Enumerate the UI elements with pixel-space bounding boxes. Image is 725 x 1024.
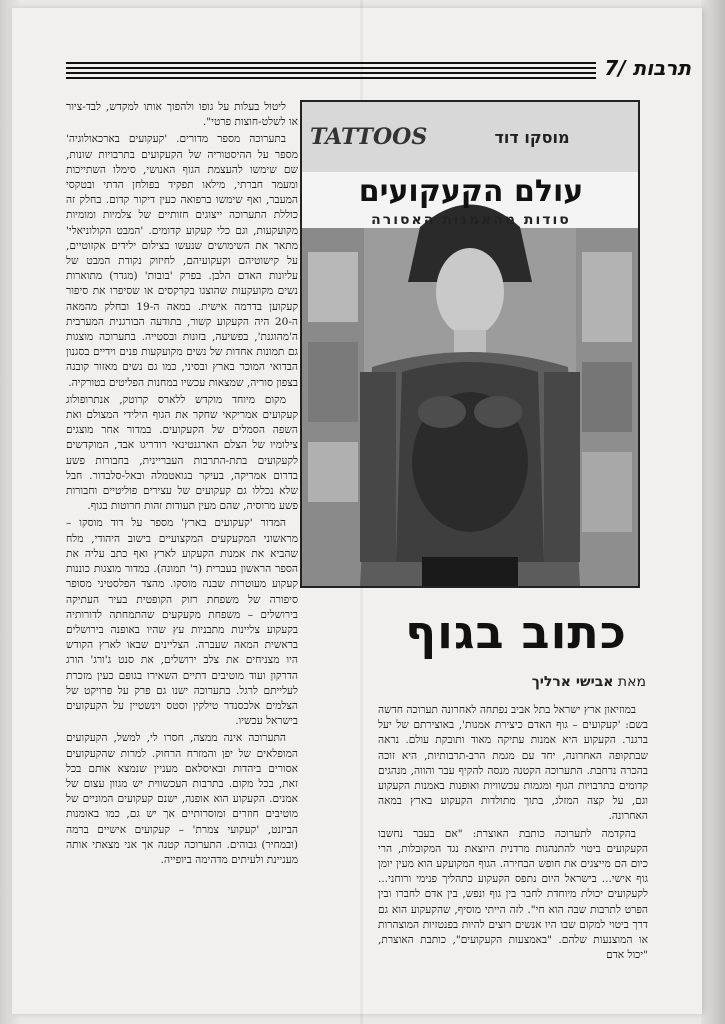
cover-title: עולם הקעקועים bbox=[358, 174, 584, 209]
paragraph: במוזיאון ארץ ישראל בתל אביב נפתחה לאחרונה תערוכה חדשה בשם: 'קעקועים – גוף האדם כיצירת אמנות', באוצירתם של יעל ברגנר. הקעקוע היא אמנות עתיקה מאוד ותובקת עולם. נראה שבתקופה האחרונה, יחד עם מגמת הרב-תרבותיות, היא זוכה בהכרה נרחבת. התערוכה הקטנה מנסה להקיף עבר והווה, מנהגים קדומים בתרבויות הגוף ומגמות עכשוויות ואופנות באמנות הקעקוע וגם, על קצה המזלג, בתוך מתולדות הקעקוע בארץ במאה האחרונה. bbox=[378, 704, 648, 823]
article-column-right bbox=[378, 703, 648, 963]
paragraph: בהקדמה לתערוכה כותבת האוצרת: "אם בעבר נחשבו הקעקועים ביטוי להתנהגות מרדנית היוצאת נגד המקובלות, הרי כיום הם מייצגים את חופש הבחירה. הגוף המקועקע הוא מעין יומן גוף אישי... בישראל היום נתפס הקעקוע כתהליך פנימי ורוחני... לקעקועים יכולת מיוחדת לחבר בין גוף ונפש, בין אדם לחברו ובין הפרט לתרבות שבה הוא חי". לזה הייתי מוסיף, שהקעקוע הוא גם דרך ביטוי למקום שבו היו אנשים רוצים להיות בפנטזיות המוצהרות או המוצנעות שלהם. "באמצעות הקעקועים", כותבת האוצרת, "יכול אדם bbox=[378, 827, 648, 962]
article-headline: כתוב בגוף bbox=[405, 605, 627, 659]
byline-prefix: מאת bbox=[617, 674, 646, 690]
paragraph: מקום מיוחד מוקדש ללארס קרוטק, אנתרופולוג קעקועים אמריקאי שחקר את הגוף הילידי המצולם ואת השפה הסמלים של הקעקועים. במדור אחר מוצגים צילומיו של הצלם הארגנטינאי רודריגו אבד, המוקדשים לקעקועים בתת-התרבות העבריינית, בחבורות פשע בדרום אמריקה, בעיקר בגואטמלה ובאל-סלבדור. חבל שלא נכללו גם קעקועים של עצירים פוליטיים וחבורות פשע מרוסיה, שהם מעין תעודות זהות חרוטות בגוף. bbox=[66, 393, 298, 513]
page-edge-right bbox=[701, 0, 725, 1024]
page-header bbox=[66, 56, 691, 82]
paragraph: ליטול בעלות על גופו ולהפוך אותו למקדש, לבד-ציור או לשלט-חוצות פרטי". bbox=[66, 101, 298, 129]
section-title: תרבות /7 bbox=[604, 56, 691, 80]
article-byline bbox=[430, 674, 646, 690]
paragraph: בתערוכה מספר מדורים. 'קעקועים בארכאולוגיה' מספר על ההיסטוריה של הקעקועים בתרבויות שונות, שם שימשו להעצמת הגוף האנושי, סימלו השתייכות ומעמד חברתי, מילאו תפקיד בפולחן הדתי ובטקסי המעבר, ואף שימשו ברפואה כעין דיקור קדום. בחלק זה כוללת התערוכה ייצוגים חזותיים של צלמיות ומומיות מקועקעות, וגם כלי קעקוע קדומים. 'המבט הקולוניאלי' מתאר את השימושים שנעשו בצילום ילידים אקזוטיים, על קישוטיהם וקעקועיהם, לחיזוק נקודת המבט של עליונות האדם הלבן. בפרק 'בובות' (מגדר) מתוארות נשים מקועקעות שהוצגו בקרקסים או שסיפרו את סיפור קעקוען בדרמה אישית. במאה ה-19 ובחלק מהמאה ה-20 היה הקעקוע קשור, בתודעה הבורגנית המערבית ה'מהוגנת', בפשיעה, בזונות ובסטייה. בתערוכה מוצגות גם תמונות אחדות של נשים מקועקעות פנים וידיים בסגנון הבדואי המוכר בארץ ובסיני, כמו גם נשים מאזור קובנה בצפון סוריה, שמצאות עכשיו במחנות הפליטים בטורקיה. bbox=[66, 133, 298, 389]
cover-logo: TATTOOS bbox=[310, 124, 428, 150]
cover-author: מוסקו דוד bbox=[494, 128, 570, 147]
book-cover-photo bbox=[300, 100, 640, 588]
header-rules bbox=[66, 62, 596, 80]
byline-author: אבישי ארליך bbox=[531, 674, 614, 690]
paragraph: המדור 'קעקועים בארץ' מספר על דוד מוסקו – מראשוני המקעקעים המקצועיים בישוב היהודי, מלח שהביא את אמנות הקעקוע לארץ ואף כתב עליה את הספר הראשון בעברית (ר' תמונה). במדור מוצגות כוננות קעקוע מעוטרות שבנה מוסקו. מהצד הפלסטיני מסופר סיפורה של משפחת רזוק הקופטית בעיר העתיקה בירושלים – משפחת מקעקעים שהתמחתה לדורותיה בקעקוע צליינות מתבניות עץ שהיו באופנה בירושלים בראשית המאה שעברה. הצליינים שבאו לארץ הקודש היו מצניחים את צלב ירושלים, את סנט ג'ורג' הורג הדרקון ועוד מוטיבים דתיים השאירו בגופם כעין מזכרת לעלייתם לרגל. בתערוכה ישנו גם פרק על פרויקט של הצלמים אלכסנדר טילקין וסטס וינשטיין על הקעקועים בישראל עכשיו. bbox=[66, 517, 298, 728]
article-column-left bbox=[66, 100, 298, 955]
paragraph: התערוכה אינה ממצה, חסרו לי, למשל, הקעקועים המופלאים של יפן והמזרח הרחוק. למרות שהקעקועים אסורים ביהדות ובאיסלאם מעניין שנמצא אותם בכל זאת, בכל מקום. בתרבות העכשווית יש מגוון עצום של אמנים. הקעקוע הוא אופנה, ישנם קעקועים המוניים של מוטיבים חוזרים ומוסרותיים אך יש גם, כמו באומנות הביזנט, 'קעקועי צמרת' – קעקועים אישיים ברמה (ובמחיר) גבוהים. התערוכה קטנה אך אני מצאתי אותה מעניינת ולעיתים מדהימה ביופייה. bbox=[66, 732, 298, 866]
cover-subtitle: סודות מהאמנות האסורה bbox=[371, 212, 571, 228]
